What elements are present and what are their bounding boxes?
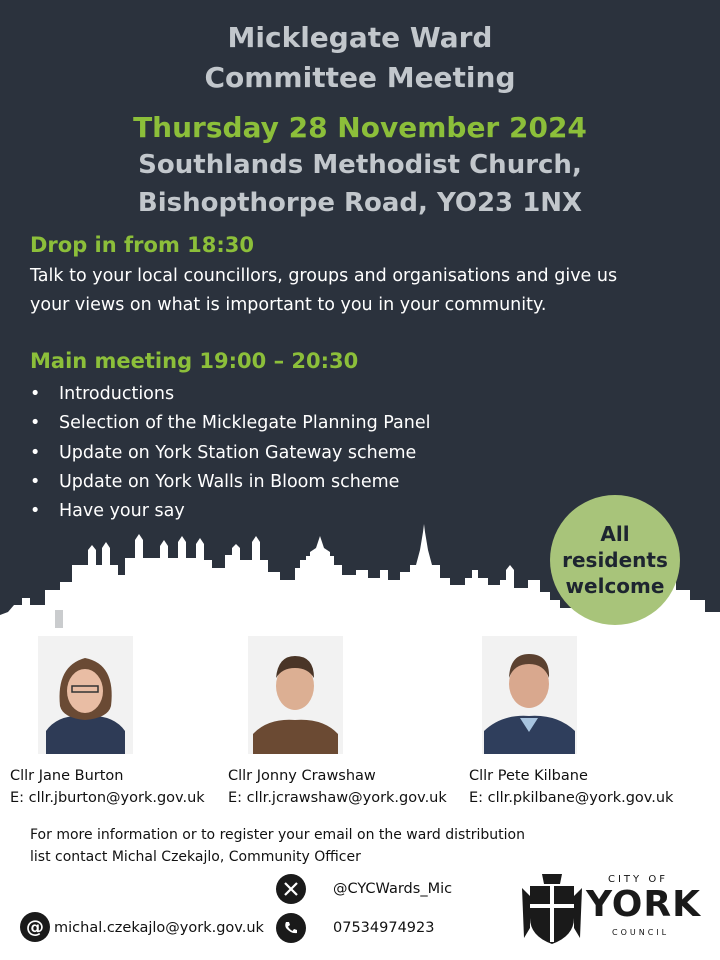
main-meeting-heading: Main meeting 19:00 – 20:30 (30, 349, 359, 373)
phone-icon (276, 913, 306, 943)
meeting-date: Thursday 28 November 2024 (133, 111, 587, 144)
drop-in-text-2: your views on what is important to you in your community. (30, 295, 547, 315)
title-line-1: Micklegate Ward (227, 21, 493, 54)
welcome-badge: All residents welcome (550, 495, 680, 625)
councillor-email[interactable]: E: cllr.jcrawshaw@york.gov.uk (228, 790, 447, 806)
drop-in-heading: Drop in from 18:30 (30, 233, 254, 257)
twitter-handle[interactable]: @CYCWards_Mic (333, 881, 453, 897)
agenda-list (30, 380, 430, 526)
councillor-email[interactable]: E: cllr.pkilbane@york.gov.uk (469, 790, 674, 806)
councillor-jonny-crawshaw: Cllr Jonny Crawshaw E: cllr.jcrawshaw@york.gov.uk (228, 765, 447, 809)
agenda-item: • Have your say (30, 501, 185, 522)
york-council-logo: CITY OF YORK COUNCIL (520, 868, 700, 948)
agenda-item: • Introductions (30, 384, 175, 404)
councillor-photo-pete-kilbane (482, 636, 577, 754)
title-line-2: Committee Meeting (204, 61, 516, 94)
contact-email[interactable]: michal.czekajlo@york.gov.uk (54, 920, 264, 936)
councillor-pete-kilbane: Cllr Pete Kilbane E: cllr.pkilbane@york.gov.uk (469, 765, 673, 809)
more-info-text: For more information or to register your email on the ward distribution list contact Michal Czekajlo, Community Officer (30, 827, 525, 865)
agenda-item: • Update on York Station Gateway scheme (30, 442, 417, 463)
x-logo-icon[interactable] (276, 874, 306, 904)
councillor-photo-jonny-crawshaw (248, 636, 343, 754)
venue-line-1: Southlands Methodist Church, (138, 150, 582, 180)
contact-phone[interactable]: 07534974923 (333, 920, 435, 936)
agenda-item: • Update on York Walls in Bloom scheme (30, 471, 400, 492)
drop-in-text-1: Talk to your local councillors, groups and organisations and give us (30, 266, 618, 286)
at-sign-icon: @ (20, 912, 50, 942)
agenda-item: • Selection of the Micklegate Planning Panel (30, 413, 431, 434)
councillor-jane-burton: Cllr Jane Burton E: cllr.jburton@york.gov.uk (10, 765, 205, 809)
councillor-email[interactable]: E: cllr.jburton@york.gov.uk (10, 790, 205, 806)
coat-of-arms-icon (520, 868, 584, 948)
venue-line-2: Bishopthorpe Road, YO23 1NX (137, 188, 583, 218)
councillor-photo-jane-burton (38, 636, 133, 754)
